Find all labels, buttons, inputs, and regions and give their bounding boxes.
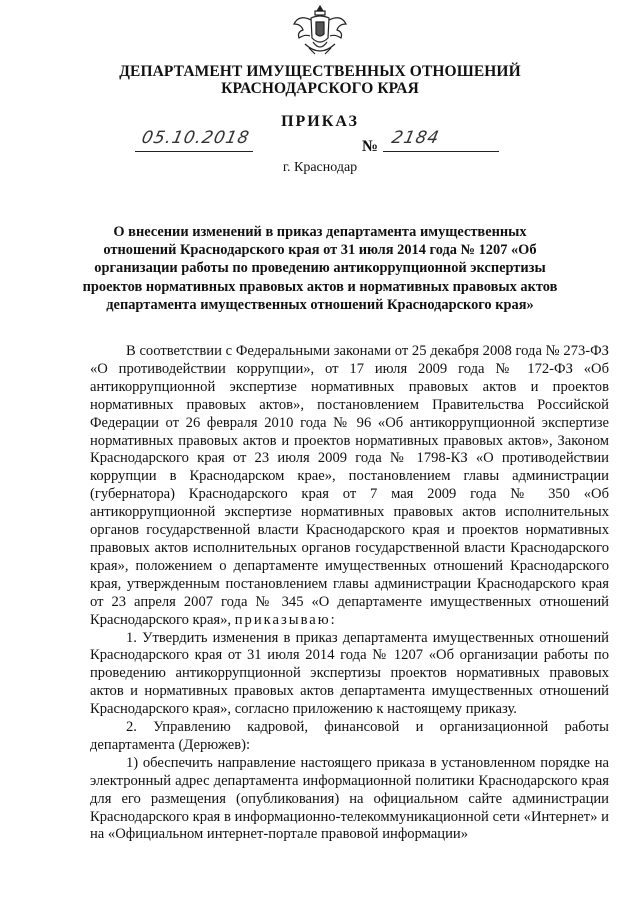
preamble-text: В соответствии с Федеральными законами от 25 декабря 2008 года № 273-ФЗ «О противодействии коррупции», от 17 июля 2009 года № 172-ФЗ «Об антикоррупционной экспертизе нормативных правовых актов и проектов нормативных правовых актов», постановлением Правительства Российской Федерации от 26 февраля 2010 года № 96 «Об антикоррупционной экспертизе нормативных правовых актов и проектов нормативных правовых актов», Законом Краснодарского края от 23 июля 2009 года № 1798-КЗ «О противодействии коррупции в Краснодарском крае», постановлением главы администрации (губернатора) Краснодарского края от 7 мая 2009 года № 350 «Об антикоррупционной экспертизе нормативных правовых актов исполнительных органов государственной власти Краснодарского края и проектов нормативных правовых актов исполнительных органов государственной власти Краснодарского края», положением о департаменте имущественных отношений Краснодарского края, утвержденным постановлением главы администрации Краснодарского края от 23 апреля 2007 года № 345 «О департаменте имущественных отношений Краснодарского края»,	[90, 343, 609, 628]
item-2-1-paragraph: 1) обеспечить направление настоящего приказа в установленном порядке на электронный адрес департамента информационной политики Краснодарского края для его размещения (опубликования) на официальном сайте администрации Краснодарского края в информационно-телекоммуникационной сети «Интернет» и на «Официальном интернет-портале правовой информации»	[90, 754, 609, 843]
number-sign: №	[362, 138, 379, 155]
order-subject: О внесении изменений в приказ департамента имущественных отношений Краснодарского края от 31 июля 2014 года № 1207 «Об организации работы по проведению антикоррупционной экспертизы проектов нормативных правовых актов и нормативных правовых актов департамента имущественных отношений Краснодарского края»	[82, 224, 558, 313]
item-2-paragraph: 2. Управлению кадровой, финансовой и организационной работы департамента (Дерюжев):	[90, 719, 609, 753]
document-type-title: ПРИКАЗ	[281, 113, 359, 130]
order-word: приказываю:	[234, 611, 337, 628]
number-underline	[383, 151, 499, 152]
preamble-paragraph	[90, 343, 609, 630]
city-label: г. Краснодар	[282, 160, 358, 175]
coat-of-arms-emblem	[291, 4, 349, 58]
item-1-paragraph: 1. Утвердить изменения в приказ департамента имущественных отношений Краснодарского края от 31 июля 2014 года № 1207 «Об организации работы по проведению антикоррупционной экспертизы проектов нормативных правовых актов и нормативных правовых актов департамента имущественных отношений Краснодарского края», согласно приложению к настоящему приказу.	[90, 629, 609, 718]
handwritten-number: 2184	[389, 128, 442, 148]
handwritten-date: 05.10.2018	[139, 128, 252, 148]
order-body	[90, 343, 609, 844]
date-underline	[135, 151, 253, 152]
department-name-line2: КРАСНОДАРСКОГО КРАЯ	[221, 80, 419, 97]
department-name-line1: ДЕПАРТАМЕНТ ИМУЩЕСТВЕННЫХ ОТНОШЕНИЙ	[119, 63, 521, 80]
